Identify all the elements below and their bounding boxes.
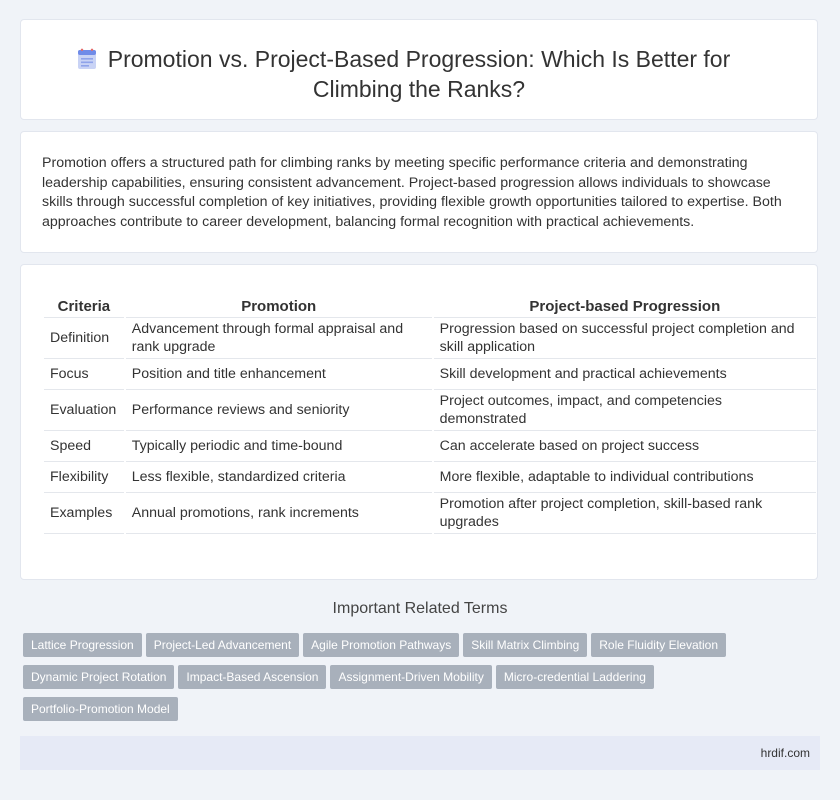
cell-promotion: Typically periodic and time-bound	[126, 431, 432, 462]
cell-project: Promotion after project completion, skill-based rank upgrades	[434, 493, 816, 534]
table-row	[44, 493, 816, 534]
tag-skill-matrix-climbing[interactable]: Skill Matrix Climbing	[463, 633, 587, 657]
tag-role-fluidity-elevation[interactable]: Role Fluidity Elevation	[591, 633, 726, 657]
cell-project: More flexible, adaptable to individual contributions	[434, 462, 816, 493]
summary-text: Promotion offers a structured path for climbing ranks by meeting specific performance criteria and demonstrating leadership capabilities, ensuring consistent advancement. Project-based progression allows individuals to showcase skills through successful completion of key initiatives, providing flexible growth opportunities tailored to expertise. Both approaches contribute to career development, balancing formal recognition with practical achievements.	[42, 155, 782, 230]
tag-agile-promotion-pathways[interactable]: Agile Promotion Pathways	[303, 633, 459, 657]
tag-project-led-advancement[interactable]: Project-Led Advancement	[146, 633, 299, 657]
header-criteria: Criteria	[44, 295, 124, 318]
tag-assignment-driven-mobility[interactable]: Assignment-Driven Mobility	[330, 665, 491, 689]
related-terms-list	[23, 633, 743, 729]
cell-promotion: Annual promotions, rank increments	[126, 493, 432, 534]
table-row	[44, 318, 816, 359]
footer-site[interactable]: hrdif.com	[760, 746, 810, 760]
related-terms-title: Important Related Terms	[332, 600, 508, 617]
tag-lattice-progression[interactable]: Lattice Progression	[23, 633, 142, 657]
table-header-row	[44, 295, 816, 318]
comparison-table	[42, 295, 818, 534]
cell-project: Project outcomes, impact, and competencies demonstrated	[434, 390, 816, 431]
cell-promotion: Less flexible, standardized criteria	[126, 462, 432, 493]
page-title: Promotion vs. Project-Based Progression: Which Is Better for Climbing the Ranks?	[107, 46, 731, 102]
footer	[20, 736, 820, 770]
cell-promotion: Performance reviews and seniority	[126, 390, 432, 431]
comparison-card	[20, 264, 818, 580]
cell-criteria: Speed	[44, 431, 124, 462]
table-row	[44, 431, 816, 462]
cell-project: Skill development and practical achievements	[434, 359, 816, 390]
table-row	[44, 462, 816, 493]
summary-card	[20, 131, 818, 253]
cell-criteria: Focus	[44, 359, 124, 390]
table-row	[44, 359, 816, 390]
cell-criteria: Examples	[44, 493, 124, 534]
cell-criteria: Flexibility	[44, 462, 124, 493]
header-promotion: Promotion	[126, 295, 432, 318]
cell-criteria: Definition	[44, 318, 124, 359]
tag-dynamic-project-rotation[interactable]: Dynamic Project Rotation	[23, 665, 174, 689]
cell-criteria: Evaluation	[44, 390, 124, 431]
header-project-based: Project-based Progression	[434, 295, 816, 318]
cell-project: Can accelerate based on project success	[434, 431, 816, 462]
tag-impact-based-ascension[interactable]: Impact-Based Ascension	[178, 665, 326, 689]
tag-portfolio-promotion-model[interactable]: Portfolio-Promotion Model	[23, 697, 178, 721]
cell-promotion: Position and title enhancement	[126, 359, 432, 390]
table-row	[44, 390, 816, 431]
cell-promotion: Advancement through formal appraisal and rank upgrade	[126, 318, 432, 359]
title-card	[20, 19, 818, 120]
tag-micro-credential-laddering[interactable]: Micro-credential Laddering	[496, 665, 654, 689]
cell-project: Progression based on successful project completion and skill application	[434, 318, 816, 359]
